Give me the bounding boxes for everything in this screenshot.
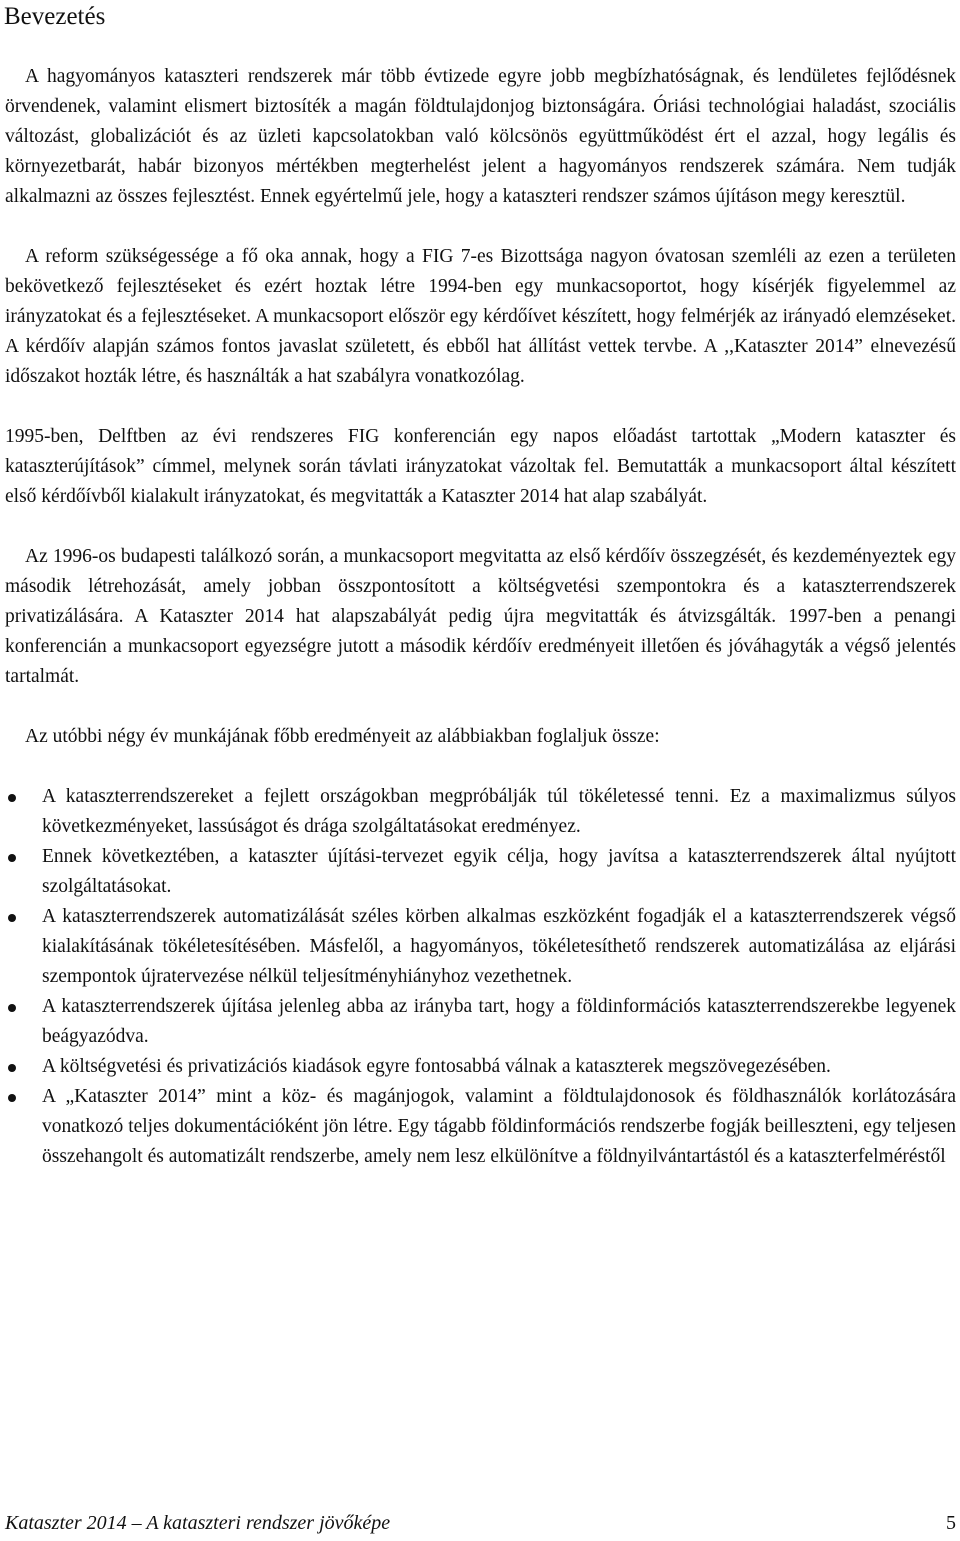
list-item: A kataszterrendszerek újítása jelenleg abba az irányba tart, hogy a földinformációs kataszterrendszerekbe legyenek beágyazódva.: [5, 992, 956, 1052]
paragraph-budapest: Az 1996-os budapesti találkozó során, a munkacsoport megvitatta az első kérdőív összegzését, és kezdeményeztek egy második létrehozását, amely jobban összpontosított a költségvetési szempontokra és a kataszterrendszerek privatizálására. A Kataszter 2014 hat alapszabályát pedig újra megvitatták és átvizsgálták. 1997-ben a penangi konferencián a munkacsoport egyezségre jutott a második kérdőív eredményeit illetően és jóváhagyták a végső jelentés tartalmát.: [5, 546, 956, 687]
list-intro: Az utóbbi négy év munkájának főbb eredményeit az alábbiakban foglaljuk össze:: [25, 726, 660, 747]
results-list: [5, 782, 956, 1172]
page-number: 5: [946, 1512, 956, 1534]
bullet-icon: [8, 1004, 16, 1012]
list-item: A kataszterrendszereket a fejlett országokban megpróbálják túl tökéletessé tenni. Ez a maximalizmus súlyos következményeket, lassúságot és drága szolgáltatásokat eredményez.: [5, 782, 956, 842]
paragraph-intro: A hagyományos kataszteri rendszerek már több évtizede egyre jobb megbízhatóságnak, és lendületes fejlődésnek örvendenek, valamint elismert biztosíték a magán földtulajdonjog biztonságára. Óriási technológiai haladást, szociális változást, globalizációt és az üzleti kapcsolatokban való kölcsönös együttműködést ért el azzal, hogy legális és környezetbarát, habár bizonyos mértékben megterhelést jelent a hagyományos rendszerek számára. Nem tudják alkalmazni az összes fejlesztést. Ennek egyértelmű jele, hogy a kataszteri rendszer számos újításon megy keresztül.: [5, 66, 956, 207]
bullet-icon: [8, 854, 16, 862]
list-item: A „Kataszter 2014” mint a köz- és magánjogok, valamint a földtulajdonosok és földhasználók korlátozására vonatkozó teljes dokumentációként jön létre. Egy tágabb földinformációs rendszerbe fogják beilleszteni, egy teljesen összehangolt és automatizált rendszerbe, amely nem lesz elkülönítve a földnyilvántartástól és a kataszterfelméréstől: [5, 1082, 956, 1172]
paragraph-reform: A reform szükségessége a fő oka annak, hogy a FIG 7-es Bizottsága nagyon óvatosan szemléli az ezen a területen bekövetkező fejlesztéseket és ezért hoztak létre 1994-ben egy munkacsoportot, hogy kísérjék figyelemmel az irányzatokat és a fejlesztéseket. A munkacsoport először egy kérdőívet készített, hogy felmérjék az irányadó elemzéseket. A kérdőív alapján számos fontos javaslat született, és ebből hat állítást vettek tervbe. A ,,Kataszter 2014” elnevezésű időszakot hozták létre, és használták a hat szabályra vonatkozólag.: [5, 246, 956, 387]
bullet-icon: [8, 1094, 16, 1102]
footer-title: Kataszter 2014 – A kataszteri rendszer jövőképe: [5, 1512, 391, 1534]
list-item: A kataszterrendszerek automatizálását széles körben alkalmas eszközként fogadják el a kataszterrendszerek végső kialakításának tökéletesítésében. Másfelől, a hagyományos, tökéletesíthető rendszerek automatizálása az eljárási szempontok újratervezése nélkül teljesítményhiányhoz vezethetnek.: [5, 902, 956, 992]
bullet-icon: [8, 1064, 16, 1072]
page-footer: [5, 1510, 956, 1536]
list-item: Ennek következtében, a kataszter újítási-tervezet egyik célja, hogy javítsa a kataszterrendszerek által nyújtott szolgáltatásokat.: [5, 842, 956, 902]
section-heading: Bevezetés: [4, 3, 106, 30]
bullet-icon: [8, 914, 16, 922]
paragraph-delft: 1995-ben, Delftben az évi rendszeres FIG konferencián egy napos előadást tartottak „Modern kataszter és kataszterújítások” címmel, melynek során távlati irányzatokat vázoltak fel. Bemutatták a munkacsoport által készített első kérdőívből kialakult irányzatokat, és megvitatták a Kataszter 2014 hat alap szabályát.: [5, 426, 956, 507]
bullet-icon: [8, 794, 16, 802]
list-item: A költségvetési és privatizációs kiadások egyre fontosabbá válnak a kataszterek megszövegezésében.: [5, 1052, 956, 1082]
document-body: [5, 62, 956, 1172]
